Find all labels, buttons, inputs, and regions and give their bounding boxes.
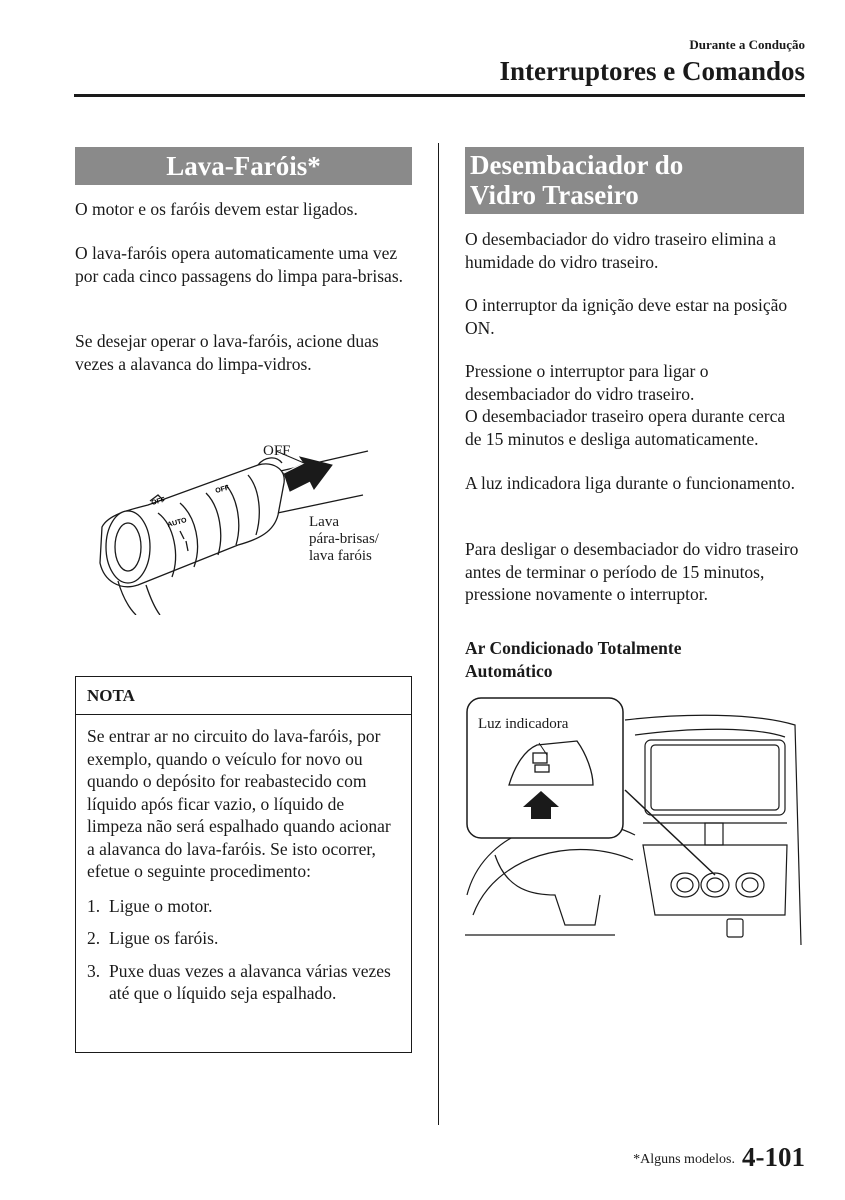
lever-mark: OFF — [214, 484, 231, 495]
note-title: NOTA — [76, 677, 411, 715]
paragraph: O lava-faróis opera automaticamente uma vez por cada cinco passagens do limpa para-brisas. — [75, 243, 404, 286]
section-heading-lava-farois: Lava-Faróis* — [75, 147, 412, 185]
heading-line: Vidro Traseiro — [470, 180, 639, 210]
callout-line: pára-brisas/ — [309, 531, 379, 547]
paragraph: O desembaciador traseiro opera durante cerca de 15 minutos e desliga automaticamente. — [465, 406, 786, 449]
callout-line: Lava — [309, 514, 339, 530]
wiper-callout — [309, 514, 379, 565]
subheading-line: Ar Condicionado Totalmente — [465, 638, 682, 658]
list-item — [87, 927, 402, 950]
list-item — [87, 895, 402, 918]
note-body — [87, 725, 402, 1015]
footnote: *Alguns modelos. — [633, 1152, 735, 1167]
header-rule — [74, 94, 805, 97]
note-steps — [87, 895, 402, 1005]
paragraph: Para desligar o desembaciador do vidro traseiro antes de terminar o período de 15 minutos, pressione novamente o interruptor. — [465, 539, 799, 604]
paragraph: Pressione o interruptor para ligar o desembaciador do vidro traseiro. — [465, 361, 709, 404]
paragraph: O motor e os faróis devem estar ligados. — [75, 199, 358, 219]
paragraph: O interruptor da ignição deve estar na posição ON. — [465, 295, 788, 338]
page-title: Interruptores e Comandos — [499, 56, 805, 86]
lever-mark: OFF — [150, 496, 167, 507]
step-number: 3. — [87, 960, 101, 981]
subheading-line: Automático — [465, 660, 553, 681]
off-label: OFF — [263, 443, 291, 459]
heading-line: Desembaciador do — [470, 150, 684, 180]
step-text: Puxe duas vezes a alavanca várias vezes até que o líquido seja espalhado. — [109, 960, 391, 1003]
list-item — [87, 960, 402, 1005]
pull-arrow-icon — [284, 457, 332, 491]
note-box — [75, 676, 412, 1053]
section-heading-desembaciador — [465, 147, 804, 214]
callout-line: lava faróis — [309, 548, 372, 564]
indicator-callout: Luz indicadora — [478, 716, 569, 732]
column-divider — [438, 143, 439, 1125]
lever-mark: AUTO — [166, 517, 188, 529]
step-text: Ligue o motor. — [109, 895, 213, 916]
paragraph: Se desejar operar o lava-faróis, acione duas vezes a alavanca do limpa-vidros. — [75, 331, 379, 374]
subheading — [465, 637, 805, 682]
running-head: Durante a Condução — [689, 37, 805, 52]
step-number: 2. — [87, 928, 101, 948]
paragraph: O desembaciador do vidro traseiro elimina a humidade do vidro traseiro. — [465, 229, 777, 272]
page-number: 4-101 — [742, 1142, 805, 1172]
step-text: Ligue os faróis. — [109, 928, 219, 948]
step-number: 1. — [87, 895, 101, 916]
paragraph: A luz indicadora liga durante o funcionamento. — [465, 473, 795, 493]
note-text: Se entrar ar no circuito do lava-faróis, por exemplo, quando o veículo for novo ou quando o depósito for reabastecido com líquido após ficar vazio, o líquido de limpeza não será espalhado quando acionar a alavanca do lava-faróis. Se isto ocorrer, efetue o seguinte procedimento: — [87, 726, 391, 881]
